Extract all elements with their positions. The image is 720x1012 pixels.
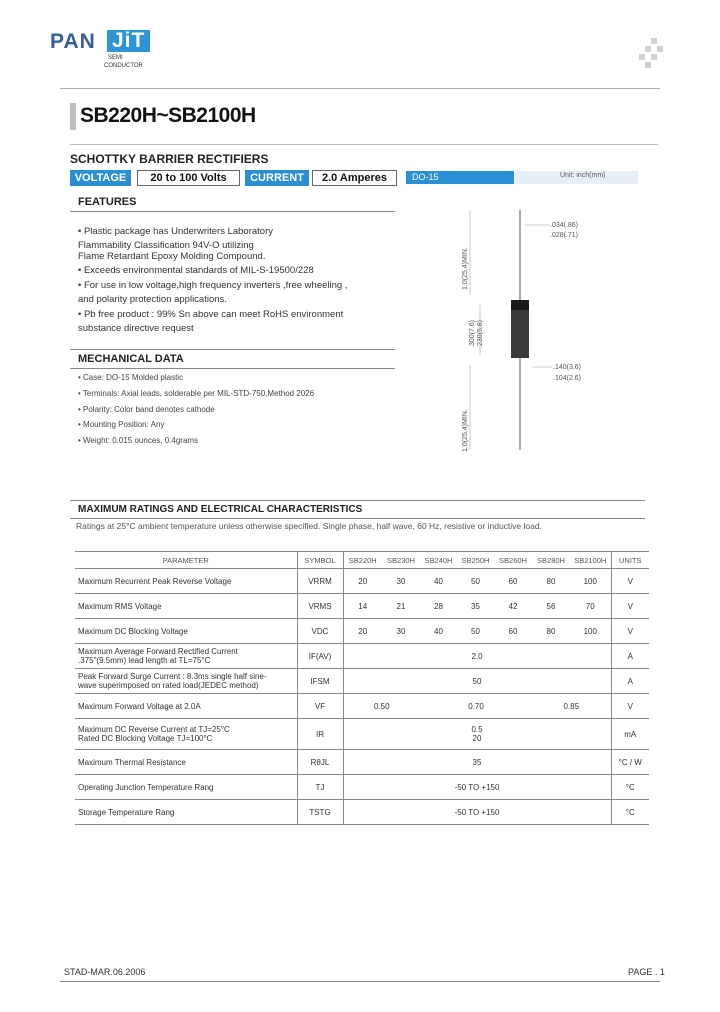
value-cell: 0.50 [343,694,420,719]
value-cell: 30 [382,619,420,644]
value-cell: -50 TO +150 [343,775,611,800]
product-subtitle: SCHOTTKY BARRIER RECTIFIERS [70,152,269,166]
page-title: SB220H~SB2100H [80,104,256,127]
value-cell: 100 [570,619,611,644]
document-date: STAD-MAR.06.2006 [64,967,146,977]
mechanical-line: • Weight: 0.015 ounces, 0.4grams [78,436,199,445]
page-number: PAGE . 1 [628,967,665,977]
header-cell: SB240H [420,552,457,569]
value-cell [343,719,611,750]
value-cell: 80 [532,569,570,594]
value-line-2: 20 [472,734,482,743]
value-cell: 60 [494,569,532,594]
mechanical-line: • Mounting Position: Any [78,420,165,429]
table-row [75,569,649,594]
header-cell: SYMBOL [297,552,343,569]
value-cell: 50 [343,669,611,694]
unit-cell: V [611,594,649,619]
symbol-cell: TSTG [297,800,343,825]
feature-line: substance directive request [78,323,194,334]
unit-cell: V [611,619,649,644]
features-heading: FEATURES [70,193,395,212]
current-label-badge: CURRENT [245,170,309,186]
body-diameter-min: .104(2.6) [553,375,582,382]
value-cell: 28 [420,594,457,619]
header-cell: PARAMETER [75,552,297,569]
value-cell: 80 [532,619,570,644]
table-row [75,750,649,775]
value-cell: 42 [494,594,532,619]
voltage-value-badge: 20 to 100 Volts [137,170,240,186]
body-length-min: .230(5.8) [477,319,484,348]
value-cell: 0.85 [532,694,611,719]
section-divider [70,144,658,145]
param-cell: Maximum Recurrent Peak Reverse Voltage [75,569,297,594]
value-cell: 20 [343,619,382,644]
value-cell: 60 [494,619,532,644]
param-line-1: Maximum Average Forward Rectified Current [78,647,238,656]
lead-length-bottom: 1.0(25.4)MIN. [462,409,469,452]
body-length-max: .300(7.6) [469,319,476,348]
unit-cell: °C [611,800,649,825]
symbol-cell: TJ [297,775,343,800]
table-row [75,694,649,719]
value-cell: 35 [343,750,611,775]
value-cell: 40 [420,569,457,594]
header-cell: SB2100H [570,552,611,569]
param-cell: Maximum Forward Voltage at 2.0A [75,694,297,719]
table-row [75,775,649,800]
table-row [75,594,649,619]
header-cell: SB280H [532,552,570,569]
param-line-2: .375"(9.5mm) lead length at TL=75°C [78,656,211,665]
header-cell: SB260H [494,552,532,569]
value-cell: 40 [420,619,457,644]
value-cell: 50 [457,569,494,594]
symbol-cell: IFSM [297,669,343,694]
package-unit: Unit: inch(mm) [560,172,606,179]
value-cell: 100 [570,569,611,594]
feature-line: Flammability Classification 94V-O utilizing [78,240,254,251]
table-row [75,619,649,644]
symbol-cell: VDC [297,619,343,644]
value-cell: 0.70 [420,694,532,719]
lead-diameter-max: .034(.86) [550,222,579,229]
lead-length-top: 1.0(25.4)MIN. [462,247,469,290]
table-row [75,800,649,825]
mechanical-line: • Case: DO-15 Molded plastic [78,373,184,382]
value-cell: 70 [570,594,611,619]
body-diameter-max: .140(3.6) [553,364,582,371]
value-cell: -50 TO +150 [343,800,611,825]
ratings-heading: MAXIMUM RATINGS AND ELECTRICAL CHARACTERISTICS [70,500,645,519]
feature-line: and polarity protection applications. [78,294,227,305]
electrical-characteristics-table [75,551,649,825]
logo-conductor-text: CONDUCTOR [104,63,143,69]
unit-cell: A [611,669,649,694]
value-cell: 2.0 [343,644,611,669]
param-line-1: Maximum DC Reverse Current at TJ=25°C [78,725,230,734]
unit-cell: V [611,694,649,719]
current-value-badge: 2.0 Amperes [312,170,397,186]
unit-cell: °C [611,775,649,800]
value-cell: 14 [343,594,382,619]
param-cell [75,719,297,750]
table-row [75,719,649,750]
feature-line: Flame Retardant Epoxy Molding Compound. [78,251,266,262]
mechanical-line: • Polarity: Color band denotes cathode [78,405,215,414]
symbol-cell: IR [297,719,343,750]
footer-divider [60,981,660,982]
param-line-2: Rated DC Blocking Voltage TJ=100°C [78,734,213,743]
param-cell [75,644,297,669]
mechanical-heading: MECHANICAL DATA [70,349,395,369]
table-row [75,644,649,669]
cathode-band [511,300,529,310]
param-cell: Operating Junction Temperature Rang [75,775,297,800]
unit-cell: mA [611,719,649,750]
symbol-cell: IF(AV) [297,644,343,669]
unit-cell: °C / W [611,750,649,775]
symbol-cell: VF [297,694,343,719]
table-header-row [75,552,649,569]
value-line-1: 0.5 [471,725,483,734]
voltage-label-badge: VOLTAGE [70,170,131,186]
header-cell: SB250H [457,552,494,569]
param-cell: Maximum RMS Voltage [75,594,297,619]
feature-line: • Pb free product : 99% Sn above can meet RoHS environment [78,309,344,320]
value-cell: 56 [532,594,570,619]
header-cell: SB220H [343,552,382,569]
logo-jit-text: JiT [107,30,150,52]
table-row [75,669,649,694]
header-cell: UNITS [611,552,649,569]
symbol-cell: RθJL [297,750,343,775]
unit-cell: A [611,644,649,669]
symbol-cell: VRMS [297,594,343,619]
feature-line: • For use in low voltage,high frequency inverters ,free wheeling , [78,280,348,291]
feature-line: • Plastic package has Underwriters Laboratory [78,226,274,237]
title-accent-bar [70,103,76,130]
value-cell: 30 [382,569,420,594]
param-cell: Storage Temperature Rang [75,800,297,825]
value-cell: 50 [457,619,494,644]
feature-line: • Exceeds environmental standards of MIL-S-19500/228 [78,265,314,276]
param-cell: Maximum Thermal Resistance [75,750,297,775]
ratings-note: Ratings at 25°C ambient temperature unless otherwise specified. Single phase, half wave, 60 Hz, resistive or inductive load. [76,521,542,531]
package-name: DO-15 [406,171,514,184]
param-line-2: wave superimposed on rated load(JEDEC method) [78,681,259,690]
value-cell: 35 [457,594,494,619]
value-cell: 21 [382,594,420,619]
param-cell [75,669,297,694]
value-cell: 20 [343,569,382,594]
unit-cell: V [611,569,649,594]
header-divider [60,88,660,89]
logo-semi-text: SEMI [108,55,123,61]
param-cell: Maximum DC Blocking Voltage [75,619,297,644]
param-line-1: Peak Forward Surge Current : 8.3ms single half sine- [78,672,267,681]
mechanical-line: • Terminals: Axial leads, solderable per MIL-STD-750,Method 2026 [78,389,315,398]
header-cell: SB230H [382,552,420,569]
symbol-cell: VRRM [297,569,343,594]
logo-pan-text: PAN [50,30,96,53]
lead-diameter-min: .028(.71) [550,232,579,239]
